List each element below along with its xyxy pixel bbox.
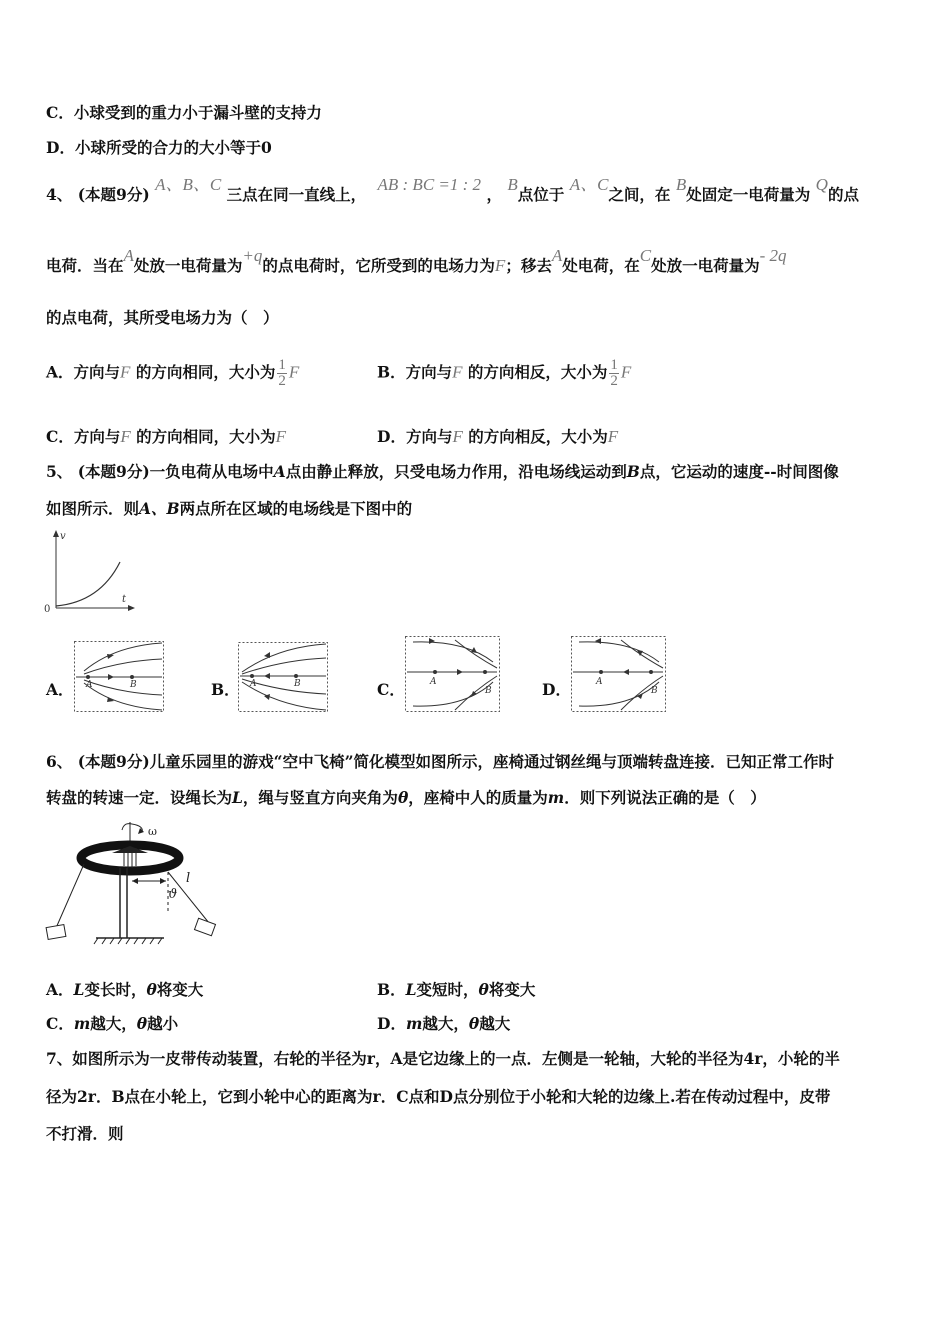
omega-label: ω bbox=[148, 825, 157, 838]
option-d-prev: D．小球所受的合力的大小等于0 bbox=[46, 138, 272, 157]
q7-line3: 不打滑．则 bbox=[46, 1124, 124, 1143]
t-label: t bbox=[122, 594, 127, 605]
q6-line2: 转盘的转速一定．设绳长为L，绳与竖直方向夹角为θ，座椅中人的质量为m．则下列说法正确的是（ ） bbox=[46, 788, 766, 807]
svg-text:B: B bbox=[651, 686, 658, 696]
svg-text:B: B bbox=[485, 686, 492, 696]
svg-text:A: A bbox=[250, 679, 257, 689]
q4-option-b: B．方向与F 的方向相反，大小为 $\frac{1}{2}$ F bbox=[377, 357, 632, 389]
fraction-half: $\frac{1}{2}$ bbox=[278, 357, 286, 389]
q4-option-d: D．方向与F 的方向相反，大小为F bbox=[377, 427, 619, 446]
q7-line1: 7、如图所示为一皮带传动装置，右轮的半径为r，A是它边缘上的一点．左侧是一轮轴，大轮的半径为4r，小轮的半 bbox=[46, 1049, 840, 1068]
length-label: l bbox=[186, 871, 191, 886]
svg-text:B: B bbox=[294, 679, 301, 689]
q6-option-a: A．L变长时，θ将变大 bbox=[46, 980, 204, 999]
origin-label: 0 bbox=[44, 604, 51, 615]
q4-line2: 电荷．当在A处放一电荷量为+q的点电荷时，它所受到的电场力为F；移去A处电荷，在C处放一电荷量为- 2q bbox=[46, 246, 787, 275]
v-label: v bbox=[60, 531, 66, 542]
svg-text:A: A bbox=[430, 677, 437, 687]
q4-line1: 4、 (本题9分) A、B、C 三点在同一直线上， AB : BC =1 : 2 ， B点位于 A、C之间，在 B处固定一电荷量为 Q的点 bbox=[46, 175, 859, 204]
q5-line1: 5、 (本题9分)一负电荷从电场中A点由静止释放，只受电场力作用，沿电场线运动到B点，它运动的速度--时间图像 bbox=[46, 462, 839, 481]
field-diagram-d bbox=[571, 636, 666, 712]
q5-option-b-label: B． bbox=[211, 680, 240, 699]
fraction-half: $\frac{1}{2}$ bbox=[610, 357, 618, 389]
field-diagram-a bbox=[74, 641, 164, 712]
velocity-time-graph bbox=[40, 528, 140, 616]
q5-line2: 如图所示．则A、B两点所在区域的电场线是下图中的 bbox=[46, 499, 413, 518]
field-diagram-c bbox=[405, 636, 500, 712]
q6-option-b: B．L变短时，θ将变大 bbox=[377, 980, 536, 999]
q6-option-d: D．m越大，θ越大 bbox=[377, 1014, 511, 1033]
q5-option-d-label: D． bbox=[542, 680, 571, 699]
q7-line2: 径为2r．B点在小轮上，它到小轮中心的距离为r．C点和D点分别位于小轮和大轮的边缘上.若在传动过程中，皮带 bbox=[46, 1087, 831, 1106]
theta-label: ϑ bbox=[168, 887, 178, 902]
svg-text:A: A bbox=[596, 677, 603, 687]
q4-line3: 的点电荷，其所受电场力为（ ） bbox=[46, 308, 279, 327]
field-diagram-b bbox=[238, 642, 328, 712]
q6-option-c: C．m越大，θ越小 bbox=[46, 1014, 179, 1033]
q4-option-a: A．方向与F 的方向相同，大小为 $\frac{1}{2}$ F bbox=[46, 357, 300, 389]
svg-text:B: B bbox=[130, 680, 137, 690]
q4-option-c: C．方向与F 的方向相同，大小为F bbox=[46, 427, 287, 446]
q5-option-c-label: C． bbox=[377, 680, 405, 699]
svg-text:A: A bbox=[86, 680, 93, 690]
q6-line1: 6、 (本题9分)儿童乐园里的游戏“空中飞椅”简化模型如图所示，座椅通过钢丝绳与顶端转盘连接．已知正常工作时 bbox=[46, 752, 834, 771]
option-c-prev: C．小球受到的重力小于漏斗壁的支持力 bbox=[46, 103, 322, 122]
flying-chair-figure bbox=[44, 818, 224, 948]
q5-option-a-label: A． bbox=[46, 680, 74, 699]
